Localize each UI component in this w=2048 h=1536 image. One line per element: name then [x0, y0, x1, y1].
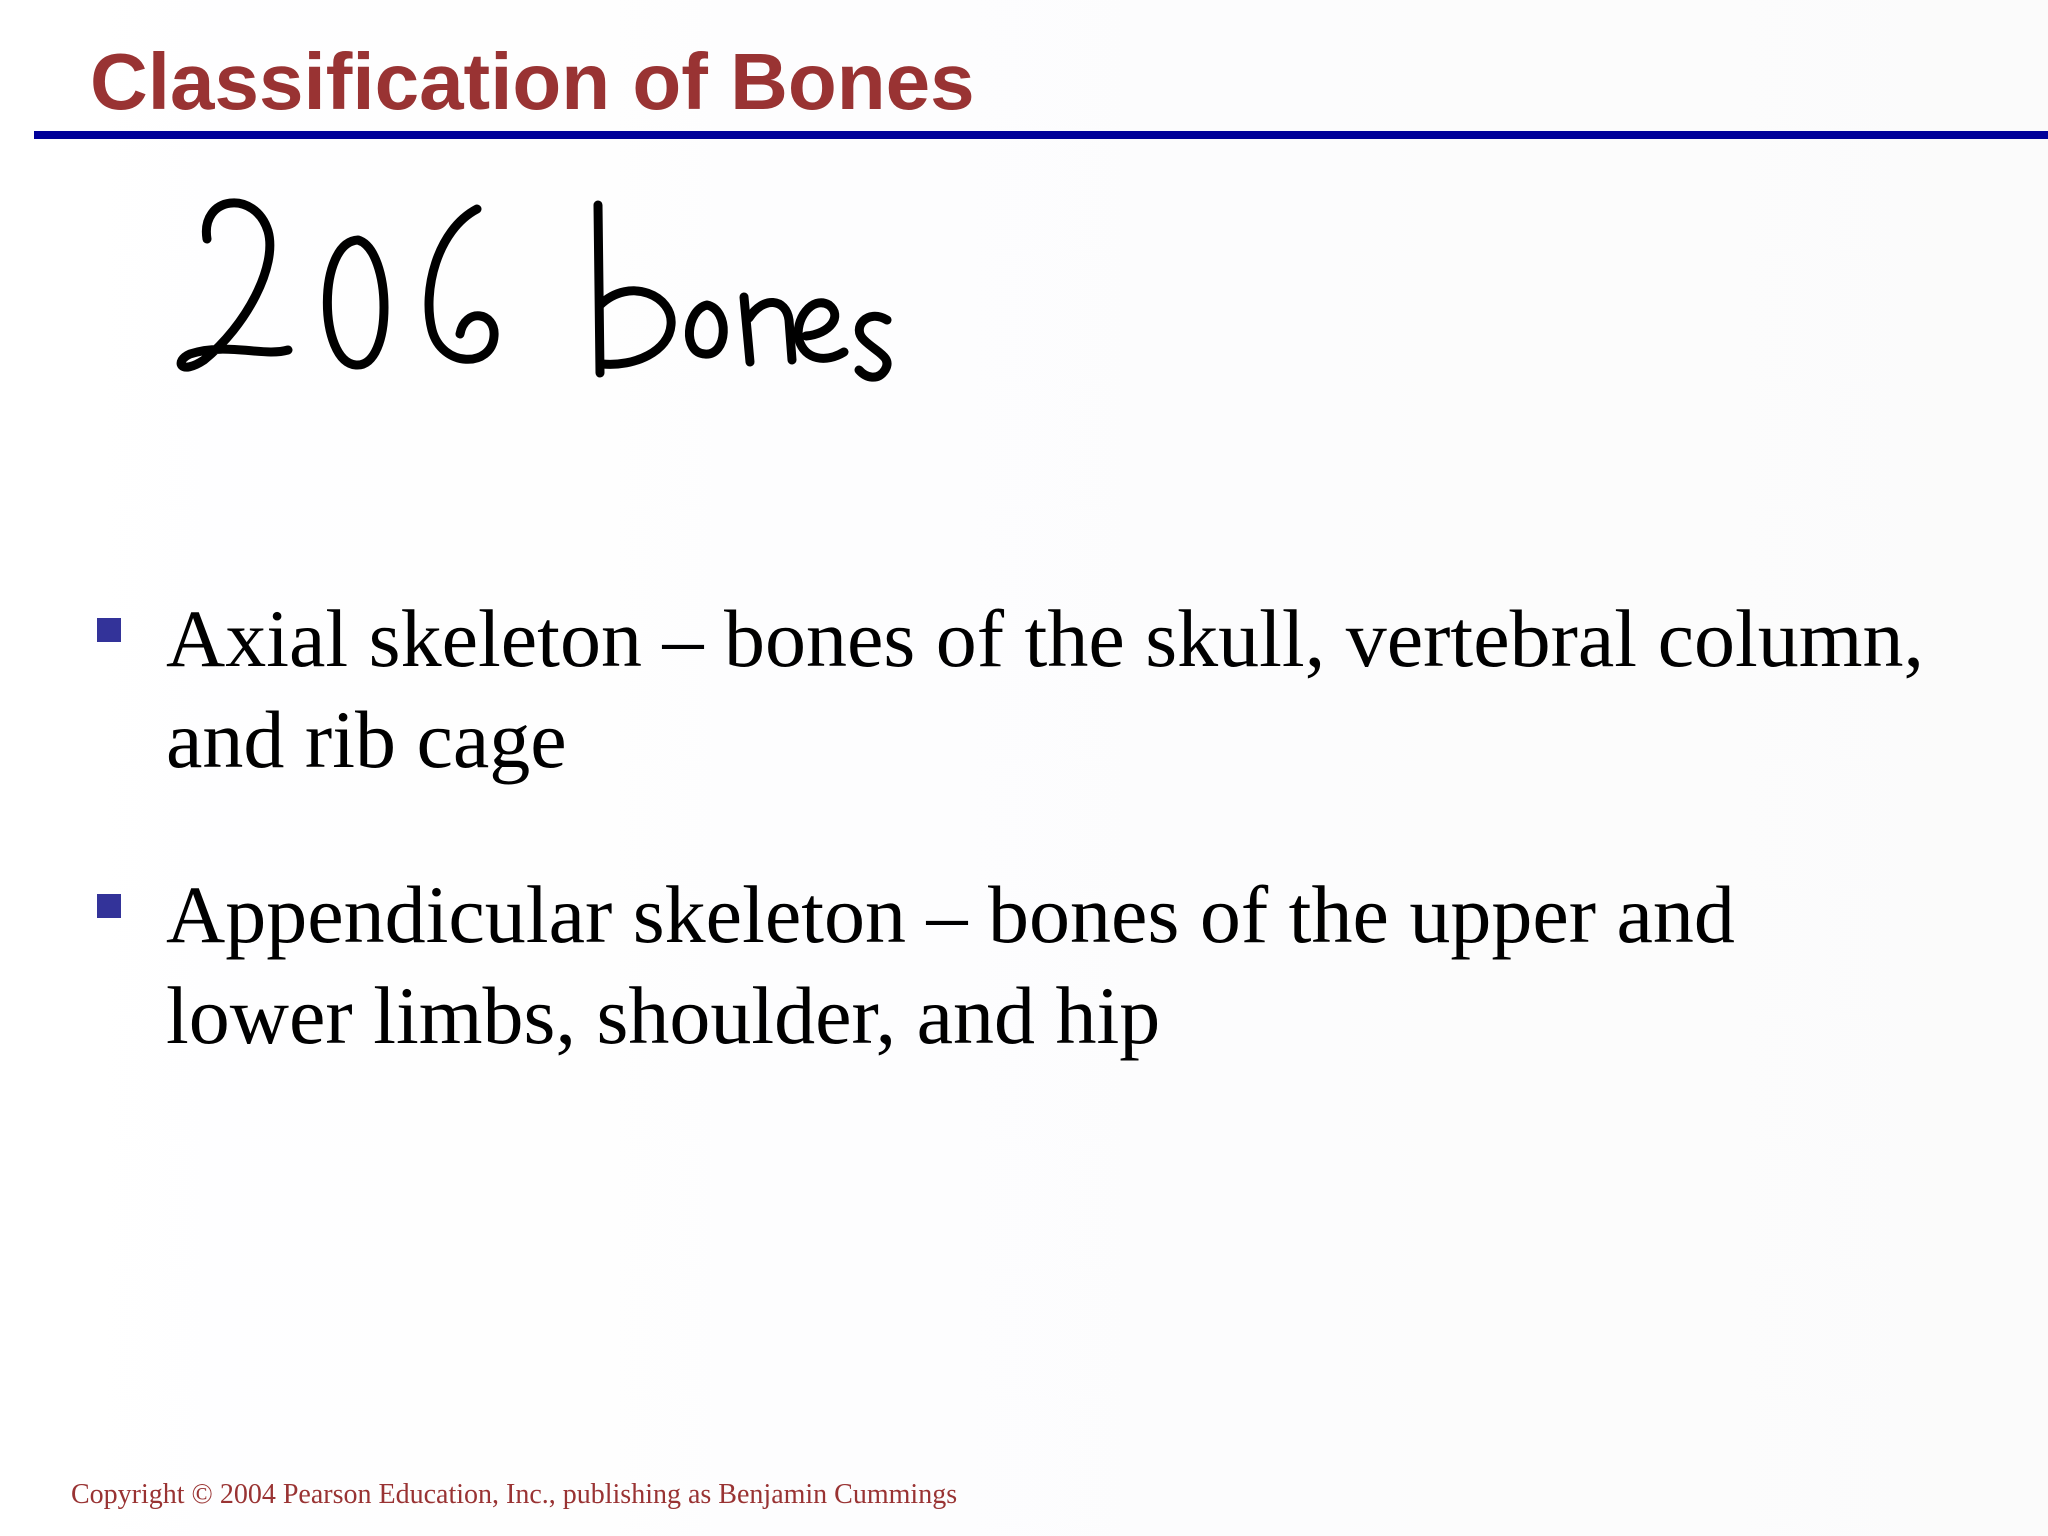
- handwritten-note: [160, 180, 920, 420]
- square-bullet-icon: [97, 618, 121, 642]
- bullet-text: Axial skeleton – bones of the skull, vertebral column, and rib cage: [166, 593, 1925, 785]
- handwritten-note-strokes: [181, 203, 887, 377]
- copyright-footer: Copyright © 2004 Pearson Education, Inc., publishing as Benjamin Cummings: [71, 1479, 958, 1510]
- square-bullet-icon: [97, 894, 121, 918]
- bullet-text: Appendicular skeleton – bones of the upper and lower limbs, shoulder, and hip: [166, 869, 1735, 1061]
- slide-title: Classification of Bones: [90, 37, 975, 126]
- title-divider: [34, 131, 2048, 139]
